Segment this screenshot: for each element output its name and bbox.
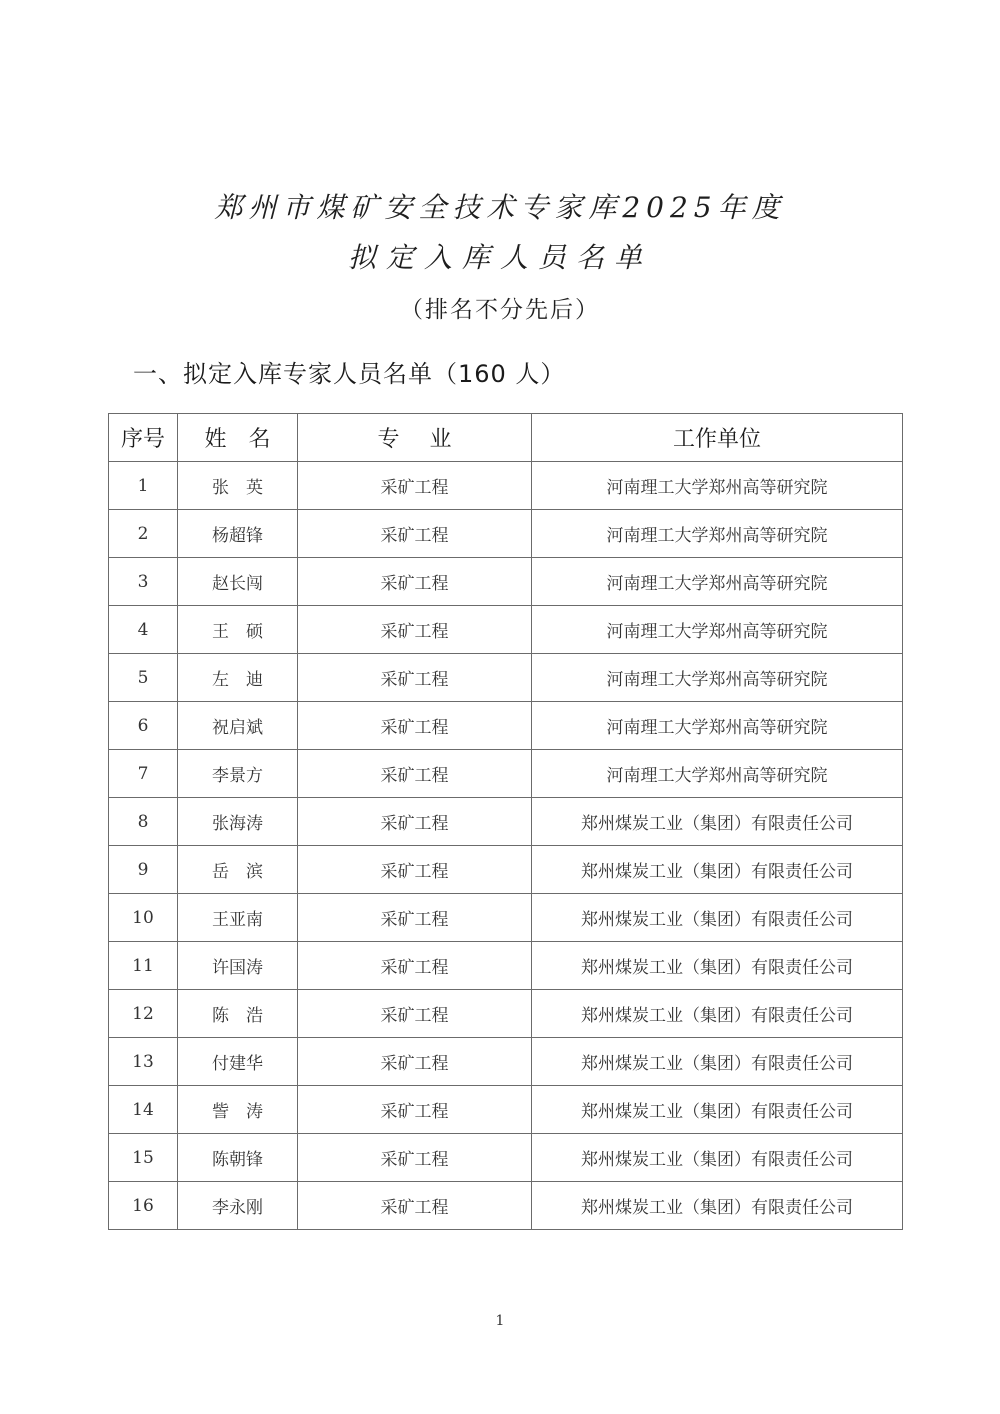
row-employer: 郑州煤炭工业（集团）有限责任公司: [532, 894, 903, 942]
table-row: [109, 606, 903, 654]
row-name: 付建华: [178, 1038, 298, 1086]
row-major: 采矿工程: [298, 606, 532, 654]
table-row: [109, 846, 903, 894]
page-number: 1: [495, 1313, 505, 1329]
row-index: 9: [109, 846, 178, 894]
header-name: [178, 414, 298, 462]
row-index: 11: [109, 942, 178, 990]
row-index: 10: [109, 894, 178, 942]
row-index: 1: [109, 462, 178, 510]
row-index: 12: [109, 990, 178, 1038]
row-name: 张 英: [178, 462, 298, 510]
row-major: 采矿工程: [298, 462, 532, 510]
header-index: 序号: [109, 414, 178, 462]
row-major: 采矿工程: [298, 1038, 532, 1086]
row-employer: 郑州煤炭工业（集团）有限责任公司: [532, 1134, 903, 1182]
row-employer: 郑州煤炭工业（集团）有限责任公司: [532, 846, 903, 894]
row-name: 岳 滨: [178, 846, 298, 894]
table-row: [109, 558, 903, 606]
row-employer: 河南理工大学郑州高等研究院: [532, 606, 903, 654]
row-major: 采矿工程: [298, 894, 532, 942]
row-name: 杨超锋: [178, 510, 298, 558]
row-employer: 河南理工大学郑州高等研究院: [532, 750, 903, 798]
row-index: 7: [109, 750, 178, 798]
table-row: [109, 1086, 903, 1134]
row-index: 3: [109, 558, 178, 606]
table-row: [109, 654, 903, 702]
row-major: 采矿工程: [298, 750, 532, 798]
row-major: 采矿工程: [298, 510, 532, 558]
row-major: 采矿工程: [298, 558, 532, 606]
expert-roster-table: [108, 413, 903, 1230]
row-major: 采矿工程: [298, 942, 532, 990]
table-row: [109, 990, 903, 1038]
row-index: 15: [109, 1134, 178, 1182]
row-name: 李永刚: [178, 1182, 298, 1230]
row-name: 许国涛: [178, 942, 298, 990]
table-row: [109, 1038, 903, 1086]
header-name-label: 姓名: [204, 427, 293, 452]
row-major: 采矿工程: [298, 798, 532, 846]
document-title-second-line: 拟定入库人员名单: [347, 241, 652, 274]
row-index: 4: [109, 606, 178, 654]
row-index: 14: [109, 1086, 178, 1134]
table-row: [109, 462, 903, 510]
section-heading: 一、拟定入库专家人员名单（160 人）: [133, 360, 566, 388]
row-major: 采矿工程: [298, 846, 532, 894]
row-name: 祝启斌: [178, 702, 298, 750]
row-employer: 郑州煤炭工业（集团）有限责任公司: [532, 1182, 903, 1230]
row-major: 采矿工程: [298, 1086, 532, 1134]
row-name: 王亚南: [178, 894, 298, 942]
row-employer: 河南理工大学郑州高等研究院: [532, 654, 903, 702]
document-title-block: [0, 186, 1000, 328]
row-name: 张海涛: [178, 798, 298, 846]
row-name: 左 迪: [178, 654, 298, 702]
row-employer: 郑州煤炭工业（集团）有限责任公司: [532, 990, 903, 1038]
row-name: 赵长闯: [178, 558, 298, 606]
row-index: 16: [109, 1182, 178, 1230]
row-major: 采矿工程: [298, 1134, 532, 1182]
row-employer: 郑州煤炭工业（集团）有限责任公司: [532, 1086, 903, 1134]
row-index: 5: [109, 654, 178, 702]
row-name: 王 硕: [178, 606, 298, 654]
table-row: [109, 894, 903, 942]
table-row: [109, 798, 903, 846]
table-row: [109, 510, 903, 558]
row-major: 采矿工程: [298, 1182, 532, 1230]
row-employer: 河南理工大学郑州高等研究院: [532, 510, 903, 558]
row-major: 采矿工程: [298, 702, 532, 750]
header-major-label: 专业: [377, 427, 482, 452]
row-name: 陈 浩: [178, 990, 298, 1038]
header-employer: 工作单位: [532, 414, 903, 462]
table-row: [109, 702, 903, 750]
table-row: [109, 1134, 903, 1182]
document-title: 郑州市煤矿安全技术专家库2025年度: [214, 191, 786, 224]
row-employer: 河南理工大学郑州高等研究院: [532, 462, 903, 510]
row-index: 8: [109, 798, 178, 846]
row-index: 2: [109, 510, 178, 558]
document-subtitle: （排名不分先后）: [400, 297, 600, 323]
row-employer: 郑州煤炭工业（集团）有限责任公司: [532, 942, 903, 990]
row-index: 6: [109, 702, 178, 750]
row-name: 訾 涛: [178, 1086, 298, 1134]
row-employer: 河南理工大学郑州高等研究院: [532, 702, 903, 750]
row-major: 采矿工程: [298, 654, 532, 702]
row-employer: 郑州煤炭工业（集团）有限责任公司: [532, 1038, 903, 1086]
table-row: [109, 750, 903, 798]
row-major: 采矿工程: [298, 990, 532, 1038]
table-row: [109, 1182, 903, 1230]
header-major: [298, 414, 532, 462]
row-employer: 河南理工大学郑州高等研究院: [532, 558, 903, 606]
row-index: 13: [109, 1038, 178, 1086]
row-name: 李景方: [178, 750, 298, 798]
row-employer: 郑州煤炭工业（集团）有限责任公司: [532, 798, 903, 846]
table-header-row: [109, 414, 903, 462]
table-row: [109, 942, 903, 990]
row-name: 陈朝锋: [178, 1134, 298, 1182]
